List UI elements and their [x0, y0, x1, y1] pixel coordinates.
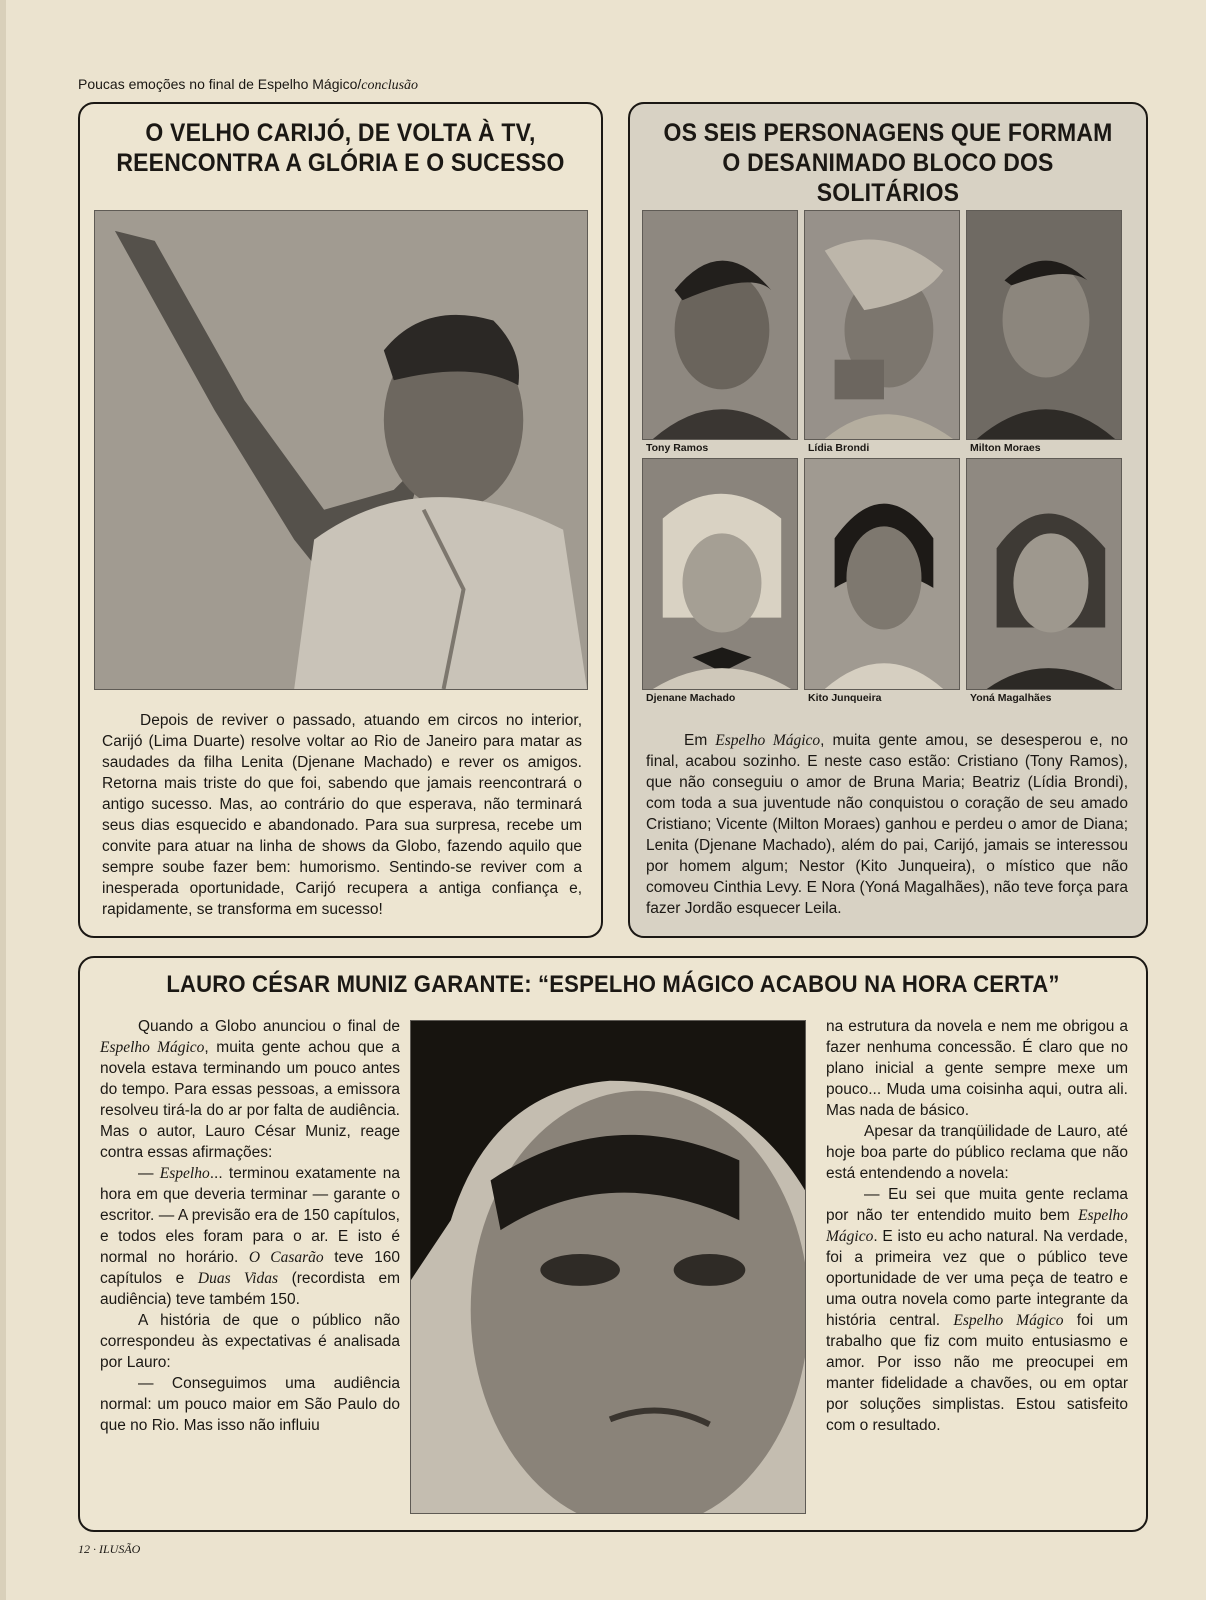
- solitarios-box: [628, 102, 1148, 938]
- title-line-2: REENCONTRA A GLÓRIA E O SUCESSO: [116, 149, 565, 177]
- solitarios-paragraph: [646, 730, 1128, 919]
- lauro-column-3: [826, 1016, 1128, 1436]
- body-rest: , muita gente amou, se desesperou e, no final, acabou sozinho. E neste caso estão: Cristiano (Tony Ramos), que não conseguiu o amor de Bruna Maria; Beatriz (Lídia Brondi), com toda a sua juventude não conquistou o coração de seu amado Cristiano; Vicente (Milton Moraes) ganhou e perdeu o amor de Diana; Lenita (Djenane Machado), além do pai, Carijó, jamais se interessou por homem algum; Nestor (Kito Junqueira), o místico que não comoveu Cinthia Levy. E Nora (Yoná Magalhães), não teve força para fazer Jordão esquecer Leila.: [646, 732, 1128, 917]
- col1-p1-text: Quando a Globo anunciou o final de: [138, 1018, 400, 1035]
- carijo-photo: [94, 210, 588, 690]
- col1-paragraph-1: [100, 1016, 400, 1163]
- col1-p2-text-2: teve 160 capítulos e: [100, 1249, 400, 1287]
- col3-paragraph-2: Apesar da tranqüilidade de Lauro, até hoje boa parte do público reclama que não está entendendo a novela:: [826, 1123, 1128, 1182]
- caption-milton-moraes: Milton Moraes: [970, 442, 1041, 454]
- portrait-tony-ramos: [642, 210, 798, 440]
- col1-p2-italic: Espelho: [159, 1165, 210, 1182]
- running-head: [78, 76, 418, 94]
- body-intro: Em: [684, 732, 716, 749]
- lauro-column-1: [100, 1016, 400, 1436]
- solitarios-title: [651, 118, 1126, 208]
- col1-p2-dash: —: [138, 1165, 160, 1182]
- caption-kito-junqueira: Kito Junqueira: [808, 692, 882, 704]
- col1-p1-italic: Espelho Mágico: [100, 1039, 205, 1056]
- caption-tony-ramos: Tony Ramos: [646, 442, 709, 454]
- lauro-interview-box: [78, 956, 1148, 1532]
- portrait-djenane-machado: [642, 458, 798, 690]
- title-line-1: OS SEIS PERSONAGENS QUE FORMAM: [663, 119, 1113, 147]
- title-line-2: O DESANIMADO BLOCO DOS SOLITÁRIOS: [722, 149, 1054, 207]
- running-head-italic: conclusão: [361, 78, 419, 93]
- caption-lidia-brondi: Lídia Brondi: [808, 442, 870, 454]
- col1-p2-italic-2: O Casarão: [248, 1249, 324, 1266]
- col1-p2-italic-3: Duas Vidas: [197, 1270, 278, 1287]
- col3-p3-italic-2: Espelho Mágico: [953, 1312, 1064, 1329]
- running-head-text: Poucas emoções no final de Espelho Mágico/: [78, 76, 362, 92]
- page-spine-edge: [0, 0, 6, 1600]
- body-italic-title: Espelho Mágico: [715, 732, 821, 749]
- col3-p3-italic: Espelho Mágico: [826, 1207, 1128, 1245]
- carijo-story-box: [78, 102, 603, 938]
- page-folio: 12 · ILUSÃO: [78, 1542, 141, 1556]
- col1-p1-rest: , muita gente achou que a novela estava terminando um pouco antes do tempo. Para essas pessoas, a emissora resolveu tirá-la do ar por falta de audiência. Mas o autor, Lauro César Muniz, reage contra essas afirmações:: [100, 1039, 400, 1161]
- col3-paragraph-1: na estrutura da novela e nem me obrigou a fazer nenhuma concessão. É claro que no plano inicial a gente sempre mexe um pouco... Muda uma coisinha aqui, outra ali. Mas nada de básico.: [826, 1018, 1128, 1119]
- col3-p3-text-2: . E isto eu acho natural. Na verdade, foi a primeira vez que o público teve oportunidade de ver uma peça de teatro e uma outra novela como parte integrante da história central.: [826, 1228, 1128, 1329]
- carijo-story-body: [102, 710, 582, 920]
- portrait-kito-junqueira: [804, 458, 960, 690]
- lauro-interview-title: LAURO CÉSAR MUNIZ GARANTE: “ESPELHO MÁGICO ACABOU NA HORA CERTA”: [166, 971, 1060, 998]
- portrait-yona-magalhaes: [966, 458, 1122, 690]
- caption-djenane-machado: Djenane Machado: [646, 692, 736, 704]
- col3-paragraph-3: [826, 1184, 1128, 1436]
- col1-paragraph-3: A história de que o público não correspondeu às expectativas é analisada por Lauro:: [100, 1312, 400, 1371]
- solitarios-body: [646, 730, 1128, 919]
- col1-paragraph-4: — Conseguimos uma audiência normal: um pouco maior em São Paulo do que no Rio. Mas isso não influiu: [100, 1375, 400, 1434]
- col1-p2-text: ... terminou exatamente na hora em que deveria terminar — garante o escritor. — A previsão era de 150 capítulos, e todos eles foram para o ar. E isto é normal no horário.: [100, 1165, 400, 1266]
- carijo-story-title: [101, 118, 580, 178]
- caption-yona-magalhaes: Yoná Magalhães: [970, 692, 1052, 704]
- col3-p3-text: — Eu sei que muita gente reclama por não ter entendido muito bem: [826, 1186, 1128, 1224]
- carijo-paragraph: Depois de reviver o passado, atuando em circos no interior, Carijó (Lima Duarte) resolve voltar ao Rio de Janeiro para matar as saudades da filha Lenita (Djenane Machado) e rever os amigos. Retorna mais triste do que foi, sabendo que jamais reencontrará o antigo sucesso. Mas, ao contrário do que esperava, não terminará seus dias esquecido e abandonado. Para sua surpresa, recebe um convite para atuar na linha de shows da Globo, fazendo aquilo que sempre soube fazer bem: humorismo. Sentindo-se reviver com a inesperada oportunidade, Carijó recupera a antiga confiança e, rapidamente, se transforma em sucesso!: [102, 712, 582, 918]
- col1-p2-text-3: (recordista em audiência) teve também 150.: [100, 1270, 400, 1308]
- col3-p3-text-3: foi um trabalho que fiz com muito entusiasmo e amor. Por isso não me preocupei em manter fidelidade a chavões, ou em optar por soluções simplistas. Estou satisfeito com o resultado.: [826, 1312, 1128, 1434]
- lauro-portrait: [410, 1020, 806, 1514]
- portrait-milton-moraes: [966, 210, 1122, 440]
- portrait-lidia-brondi: [804, 210, 960, 440]
- col1-paragraph-2: [100, 1163, 400, 1310]
- title-line-1: O VELHO CARIJÓ, DE VOLTA À TV,: [145, 119, 536, 147]
